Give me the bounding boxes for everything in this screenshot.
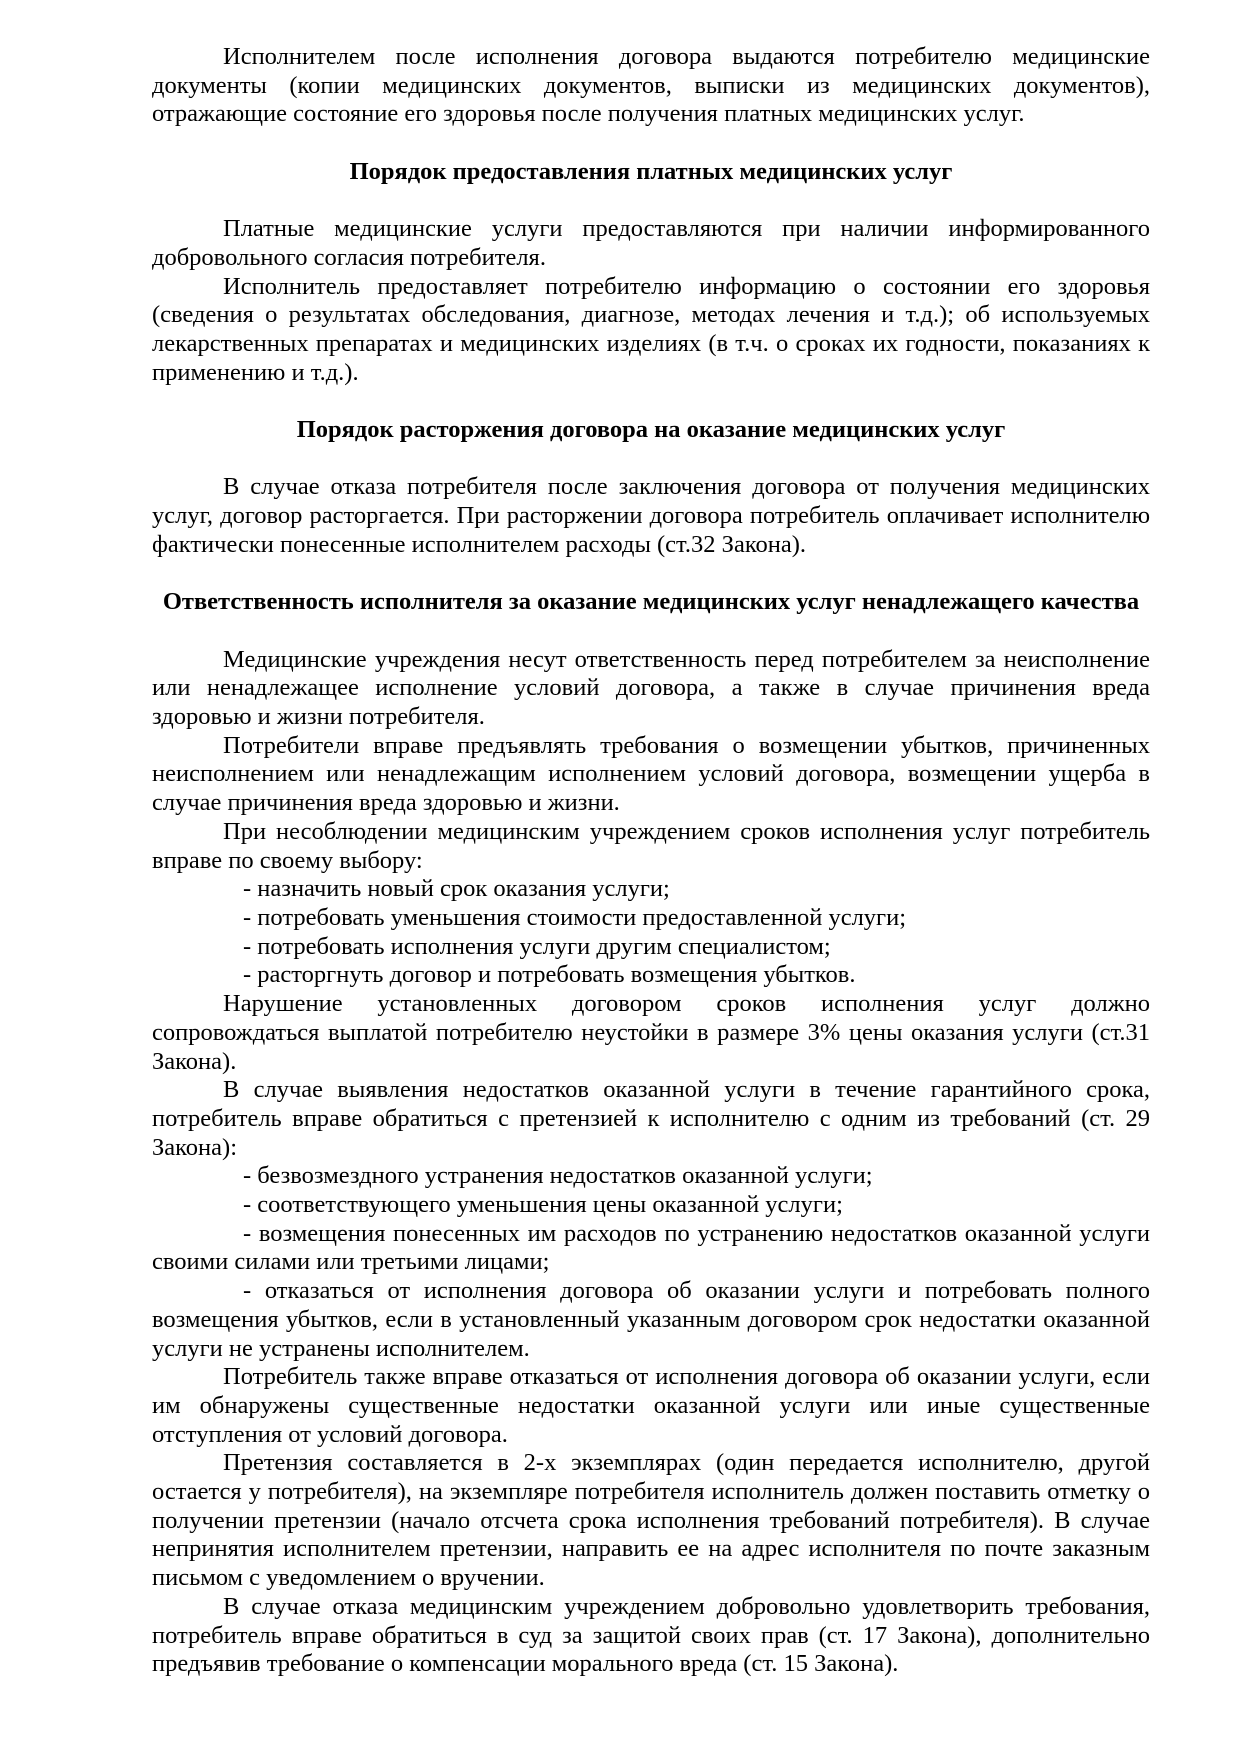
- list-item: - назначить новый срок оказания услуги;: [243, 875, 670, 903]
- paragraph: Претензия составляется в 2-х экземплярах (один передается исполнителю, другой остается у потребителя), на экземпляре потребителя исполнитель должен поставить отметку о получении претензии (начало отсчета срока исполнения требований потребителя). В случае непринятия исполнителем претензии, направить ее на адрес исполнителя по почте заказным письмом с уведомлением о вручении.: [152, 1449, 1150, 1592]
- paragraph: Медицинские учреждения несут ответственность перед потребителем за неисполнение или ненадлежащее исполнение условий договора, а также в случае причинения вреда здоровью и жизни потребителя.: [152, 645, 1150, 731]
- section-heading: Ответственность исполнителя за оказание медицинских услуг ненадлежащего качества: [162, 588, 1140, 616]
- paragraph: Исполнитель предоставляет потребителю информацию о состоянии его здоровья (сведения о результатах обследования, диагнозе, методах лечения и т.д.); об используемых лекарственных препаратах и медицинских изделиях (в т.ч. о сроках их годности, показаниях к применению и т.д.).: [152, 272, 1150, 386]
- paragraph: В случае отказа потребителя после заключения договора от получения медицинских услуг, договор расторгается. При расторжении договора потребитель оплачивает исполнителю фактически понесенные исполнителем расходы (ст.32 Закона).: [152, 473, 1150, 558]
- paragraph: Потребители вправе предъявлять требования о возмещении убытков, причиненных неисполнением или ненадлежащим исполнением условий договора, возмещении ущерба в случае причинения вреда здоровью и жизни.: [152, 731, 1150, 817]
- section-heading: Порядок предоставления платных медицинских услуг: [349, 157, 953, 185]
- list-item: - потребовать уменьшения стоимости предоставленной услуги;: [243, 904, 907, 931]
- paragraph: Исполнителем после исполнения договора выдаются потребителю медицинские документы (копии медицинских документов, выписки из медицинских документов), отражающие состояние его здоровья после получения платных медицинских услуг.: [152, 43, 1150, 128]
- list-item: - соответствующего уменьшения цены оказанной услуги;: [243, 1191, 843, 1219]
- document-body: [152, 43, 1150, 1679]
- list-item: - отказаться от исполнения договора об оказании услуги и потребовать полного возмещения убытков, если в установленный указанным договором срок недостатки оказанной услуги не устранены исполнителем.: [152, 1277, 1150, 1362]
- section-heading: Порядок расторжения договора на оказание медицинских услуг: [296, 416, 1006, 444]
- list-item: - безвозмездного устранения недостатков оказанной услуги;: [243, 1162, 873, 1190]
- list-item: - потребовать исполнения услуги другим специалистом;: [243, 932, 831, 960]
- paragraph: Нарушение установленных договором сроков исполнения услуг должно сопровождаться выплатой потребителю неустойки в размере 3% цены оказания услуги (ст.31 Закона).: [152, 990, 1150, 1075]
- paragraph: В случае выявления недостатков оказанной услуги в течение гарантийного срока, потребитель вправе обратиться с претензией к исполнителю с одним из требований (ст. 29 Закона):: [152, 1076, 1150, 1161]
- paragraph: Платные медицинские услуги предоставляются при наличии информированного добровольного согласия потребителя.: [152, 215, 1150, 271]
- paragraph: Потребитель также вправе отказаться от исполнения договора об оказании услуги, если им обнаружены существенные недостатки оказанной услуги или иные существенные отступления от условий договора.: [152, 1363, 1150, 1448]
- list-item: - расторгнуть договор и потребовать возмещения убытков.: [243, 961, 856, 989]
- list-item: - возмещения понесенных им расходов по устранению недостатков оказанной услуги своими силами или третьими лицами;: [152, 1219, 1150, 1276]
- paragraph: В случае отказа медицинским учреждением добровольно удовлетворить требования, потребитель вправе обратиться в суд за защитой своих прав (ст. 17 Закона), дополнительно предъявив требование о компенсации морального вреда (ст. 15 Закона).: [152, 1592, 1150, 1678]
- paragraph: При несоблюдении медицинским учреждением сроков исполнения услуг потребитель вправе по своему выбору:: [152, 817, 1150, 874]
